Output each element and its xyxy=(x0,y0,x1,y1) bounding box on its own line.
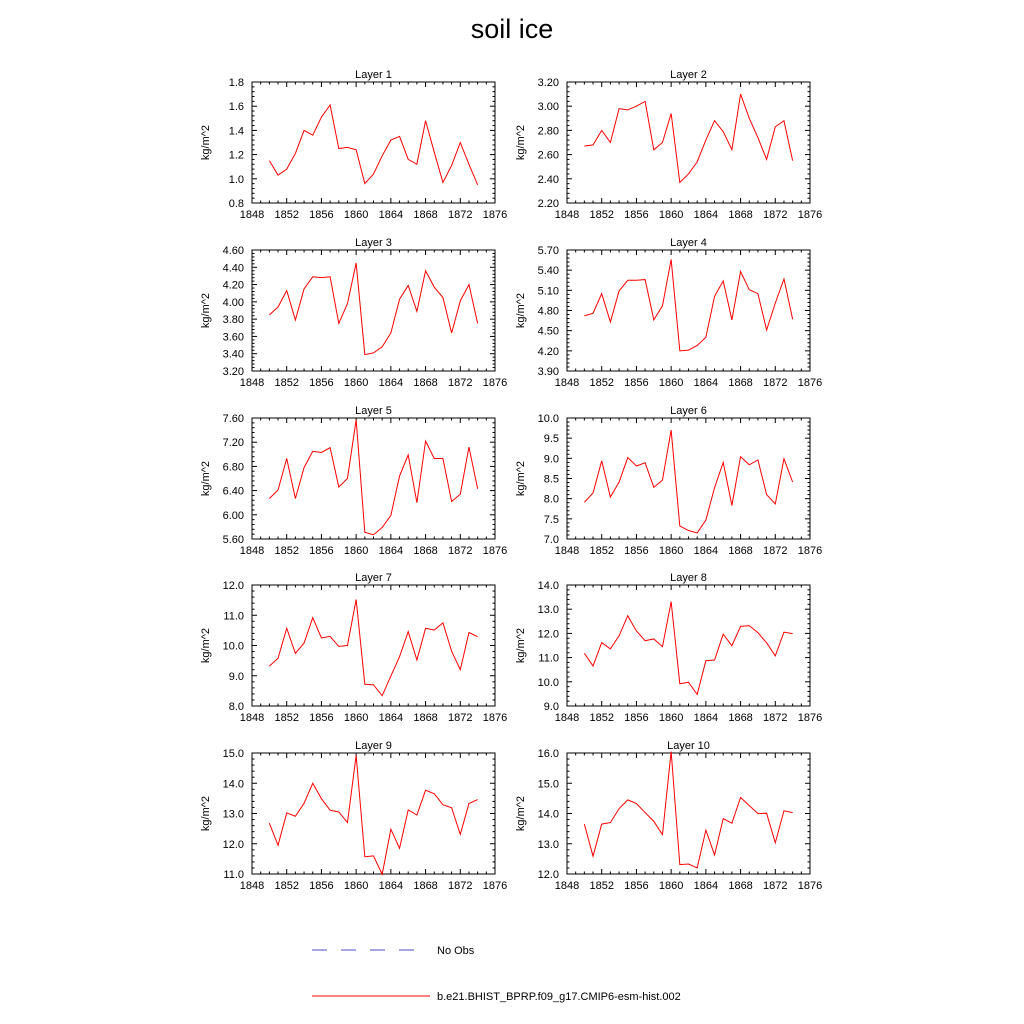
panel-layer-10 xyxy=(515,740,822,892)
y-tick-label: 3.40 xyxy=(222,348,244,361)
x-tick-label: 1856 xyxy=(309,712,334,724)
x-tick-label: 1848 xyxy=(239,880,265,892)
panel-title: Layer 2 xyxy=(670,69,707,81)
x-tick-label: 1864 xyxy=(693,712,719,724)
x-tick-label: 1856 xyxy=(624,880,649,892)
series-line-layer-3 xyxy=(269,263,477,355)
plot-frame xyxy=(252,585,495,706)
x-tick-label: 1872 xyxy=(763,880,788,892)
y-axis-label: kg/m^2 xyxy=(200,795,212,832)
y-axis-label: kg/m^2 xyxy=(200,627,212,664)
x-tick-label: 1868 xyxy=(413,880,438,892)
y-tick-label: 14.0 xyxy=(537,580,559,592)
x-tick-label: 1876 xyxy=(482,377,508,389)
y-tick-label: 4.20 xyxy=(222,279,244,292)
y-tick-label: 3.00 xyxy=(537,101,559,114)
y-tick-label: 14.0 xyxy=(222,778,244,791)
y-tick-label: 12.0 xyxy=(222,838,244,851)
y-tick-label: 7.0 xyxy=(543,534,559,546)
plot-frame xyxy=(567,418,810,539)
x-tick-label: 1868 xyxy=(728,377,753,389)
x-tick-label: 1876 xyxy=(797,209,823,221)
y-tick-label: 12.0 xyxy=(537,869,559,881)
panel-title: Layer 10 xyxy=(667,740,710,752)
x-tick-label: 1876 xyxy=(797,545,823,557)
x-tick-label: 1876 xyxy=(797,880,823,892)
plot-frame xyxy=(567,250,810,371)
x-tick-label: 1860 xyxy=(658,712,684,724)
x-tick-label: 1872 xyxy=(763,545,788,557)
y-tick-label: 1.8 xyxy=(228,77,244,89)
x-tick-label: 1876 xyxy=(482,545,508,557)
x-tick-label: 1852 xyxy=(589,209,614,221)
x-tick-label: 1848 xyxy=(239,209,265,221)
x-tick-label: 1852 xyxy=(274,377,299,389)
y-tick-label: 9.0 xyxy=(543,453,559,466)
y-tick-label: 5.10 xyxy=(537,285,559,298)
y-tick-label: 10.0 xyxy=(537,413,559,425)
x-tick-label: 1848 xyxy=(239,377,265,389)
y-tick-label: 4.60 xyxy=(222,245,244,257)
panel-title: Layer 5 xyxy=(355,405,392,417)
x-tick-label: 1872 xyxy=(763,712,788,724)
x-tick-label: 1856 xyxy=(624,712,649,724)
x-tick-label: 1868 xyxy=(413,377,438,389)
y-tick-label: 8.0 xyxy=(543,493,559,506)
x-tick-label: 1860 xyxy=(343,880,369,892)
x-tick-label: 1856 xyxy=(624,545,649,557)
x-tick-label: 1876 xyxy=(797,377,823,389)
series-line-layer-8 xyxy=(584,602,792,695)
x-tick-label: 1868 xyxy=(413,712,438,724)
panel-layer-4 xyxy=(515,237,822,389)
x-tick-label: 1860 xyxy=(658,209,684,221)
x-tick-label: 1864 xyxy=(693,209,719,221)
y-tick-label: 7.5 xyxy=(543,513,559,526)
panel-layer-5 xyxy=(200,405,507,557)
x-tick-label: 1852 xyxy=(589,377,614,389)
y-tick-label: 14.0 xyxy=(537,808,559,821)
y-tick-label: 2.80 xyxy=(537,125,559,138)
x-tick-label: 1876 xyxy=(482,880,508,892)
x-tick-label: 1856 xyxy=(624,209,649,221)
y-tick-label: 4.50 xyxy=(537,325,559,338)
y-tick-label: 3.60 xyxy=(222,331,244,344)
x-tick-label: 1860 xyxy=(658,880,684,892)
y-tick-label: 9.0 xyxy=(228,670,244,683)
x-tick-label: 1864 xyxy=(378,209,404,221)
plot-frame xyxy=(252,82,495,203)
y-tick-label: 3.80 xyxy=(222,314,244,327)
x-tick-label: 1848 xyxy=(554,880,580,892)
x-tick-label: 1860 xyxy=(343,377,369,389)
x-tick-label: 1872 xyxy=(448,377,473,389)
y-tick-label: 13.0 xyxy=(537,604,559,617)
y-tick-label: 11.0 xyxy=(538,652,559,665)
chart-panels xyxy=(200,69,822,892)
x-tick-label: 1864 xyxy=(378,377,404,389)
y-tick-label: 1.4 xyxy=(228,125,244,138)
y-tick-label: 13.0 xyxy=(537,838,559,851)
y-tick-label: 11.0 xyxy=(223,610,244,623)
y-tick-label: 15.0 xyxy=(222,748,244,760)
panel-title: Layer 3 xyxy=(355,237,392,249)
x-tick-label: 1860 xyxy=(343,209,369,221)
y-axis-label: kg/m^2 xyxy=(515,795,527,832)
series-line-layer-4 xyxy=(584,259,792,350)
panel-title: Layer 1 xyxy=(355,69,392,81)
x-tick-label: 1872 xyxy=(448,712,473,724)
x-tick-label: 1856 xyxy=(309,545,334,557)
y-tick-label: 12.0 xyxy=(222,580,244,592)
y-tick-label: 9.0 xyxy=(543,701,559,713)
x-tick-label: 1872 xyxy=(763,209,788,221)
x-tick-label: 1868 xyxy=(728,712,753,724)
x-tick-label: 1848 xyxy=(239,545,265,557)
x-tick-label: 1864 xyxy=(378,712,404,724)
x-tick-label: 1848 xyxy=(554,545,580,557)
x-tick-label: 1848 xyxy=(554,209,580,221)
panel-title: Layer 7 xyxy=(355,572,392,584)
panel-title: Layer 8 xyxy=(670,572,707,584)
y-axis-label: kg/m^2 xyxy=(200,460,212,497)
y-tick-label: 3.90 xyxy=(537,366,559,378)
y-axis-label: kg/m^2 xyxy=(515,124,527,161)
series-line-layer-10 xyxy=(584,751,792,867)
plot-frame xyxy=(567,82,810,203)
y-tick-label: 6.40 xyxy=(222,485,244,498)
y-tick-label: 6.00 xyxy=(222,509,244,522)
y-tick-label: 7.20 xyxy=(222,437,244,450)
y-tick-label: 5.60 xyxy=(222,534,244,546)
legend-label-no-obs: No Obs xyxy=(437,945,475,957)
x-tick-label: 1860 xyxy=(658,545,684,557)
legend xyxy=(312,945,681,1003)
y-tick-label: 4.80 xyxy=(537,305,559,318)
panel-layer-3 xyxy=(200,237,507,389)
y-tick-label: 8.0 xyxy=(228,701,244,713)
y-tick-label: 4.00 xyxy=(222,296,244,309)
x-tick-label: 1876 xyxy=(482,209,508,221)
x-tick-label: 1864 xyxy=(378,545,404,557)
y-tick-label: 0.8 xyxy=(228,198,244,210)
x-tick-label: 1848 xyxy=(239,712,265,724)
y-tick-label: 5.40 xyxy=(537,265,559,278)
y-tick-label: 11.0 xyxy=(223,869,244,881)
series-line-layer-2 xyxy=(584,94,792,182)
panel-title: Layer 9 xyxy=(355,740,392,752)
panel-layer-1 xyxy=(200,69,507,221)
y-tick-label: 2.40 xyxy=(537,173,559,186)
y-axis-label: kg/m^2 xyxy=(515,460,527,497)
x-tick-label: 1872 xyxy=(448,209,473,221)
x-tick-label: 1856 xyxy=(624,377,649,389)
series-line-layer-9 xyxy=(269,755,477,874)
x-tick-label: 1872 xyxy=(763,377,788,389)
x-tick-label: 1848 xyxy=(554,712,580,724)
x-tick-label: 1856 xyxy=(309,880,334,892)
x-tick-label: 1852 xyxy=(274,545,299,557)
y-axis-label: kg/m^2 xyxy=(515,627,527,664)
x-tick-label: 1852 xyxy=(589,545,614,557)
legend-label-model-run: b.e21.BHIST_BPRP.f09_g17.CMIP6-esm-hist.002 xyxy=(437,991,681,1003)
y-tick-label: 12.0 xyxy=(537,628,559,641)
x-tick-label: 1876 xyxy=(797,712,823,724)
panel-layer-2 xyxy=(515,69,822,221)
x-tick-label: 1868 xyxy=(728,545,753,557)
panel-layer-9 xyxy=(200,740,507,892)
y-tick-label: 6.80 xyxy=(222,461,244,474)
x-tick-label: 1864 xyxy=(378,880,404,892)
x-tick-label: 1864 xyxy=(693,377,719,389)
y-tick-label: 13.0 xyxy=(222,808,244,821)
series-line-layer-5 xyxy=(269,420,477,535)
x-tick-label: 1876 xyxy=(482,712,508,724)
x-tick-label: 1860 xyxy=(658,377,684,389)
plot-frame xyxy=(252,418,495,539)
y-tick-label: 8.5 xyxy=(543,473,559,486)
y-axis-label: kg/m^2 xyxy=(200,292,212,329)
y-axis-label: kg/m^2 xyxy=(515,292,527,329)
y-tick-label: 9.5 xyxy=(543,433,559,446)
y-tick-label: 1.0 xyxy=(228,173,244,186)
plot-frame xyxy=(567,753,810,874)
series-line-layer-1 xyxy=(269,105,477,185)
y-tick-label: 2.60 xyxy=(537,149,559,162)
x-tick-label: 1852 xyxy=(274,880,299,892)
x-tick-label: 1868 xyxy=(413,545,438,557)
x-tick-label: 1860 xyxy=(343,545,369,557)
x-tick-label: 1868 xyxy=(728,209,753,221)
x-tick-label: 1872 xyxy=(448,880,473,892)
y-tick-label: 1.6 xyxy=(228,101,244,114)
panel-layer-7 xyxy=(200,572,507,724)
x-tick-label: 1868 xyxy=(728,880,753,892)
x-tick-label: 1856 xyxy=(309,377,334,389)
x-tick-label: 1864 xyxy=(693,880,719,892)
x-tick-label: 1868 xyxy=(413,209,438,221)
y-tick-label: 16.0 xyxy=(537,748,559,760)
y-tick-label: 3.20 xyxy=(537,77,559,89)
y-tick-label: 4.40 xyxy=(222,262,244,275)
x-tick-label: 1860 xyxy=(343,712,369,724)
y-axis-label: kg/m^2 xyxy=(200,124,212,161)
y-tick-label: 10.0 xyxy=(537,676,559,689)
x-tick-label: 1852 xyxy=(274,209,299,221)
y-tick-label: 2.20 xyxy=(537,198,559,210)
panel-layer-6 xyxy=(515,405,822,557)
y-tick-label: 4.20 xyxy=(537,345,559,358)
y-tick-label: 3.20 xyxy=(222,366,244,378)
x-tick-label: 1872 xyxy=(448,545,473,557)
y-tick-label: 5.70 xyxy=(537,245,559,257)
panel-title: Layer 4 xyxy=(670,237,707,249)
x-tick-label: 1864 xyxy=(693,545,719,557)
y-tick-label: 1.2 xyxy=(228,149,244,162)
plot-frame xyxy=(567,585,810,706)
series-line-layer-7 xyxy=(269,600,477,696)
y-tick-label: 15.0 xyxy=(537,778,559,791)
series-line-layer-6 xyxy=(584,430,792,533)
x-tick-label: 1848 xyxy=(554,377,580,389)
x-tick-label: 1852 xyxy=(589,880,614,892)
x-tick-label: 1852 xyxy=(274,712,299,724)
x-tick-label: 1852 xyxy=(589,712,614,724)
panel-layer-8 xyxy=(515,572,822,724)
x-tick-label: 1856 xyxy=(309,209,334,221)
y-tick-label: 10.0 xyxy=(222,640,244,653)
y-tick-label: 7.60 xyxy=(222,413,244,425)
figure-title: soil ice xyxy=(470,14,554,44)
panel-title: Layer 6 xyxy=(670,405,707,417)
